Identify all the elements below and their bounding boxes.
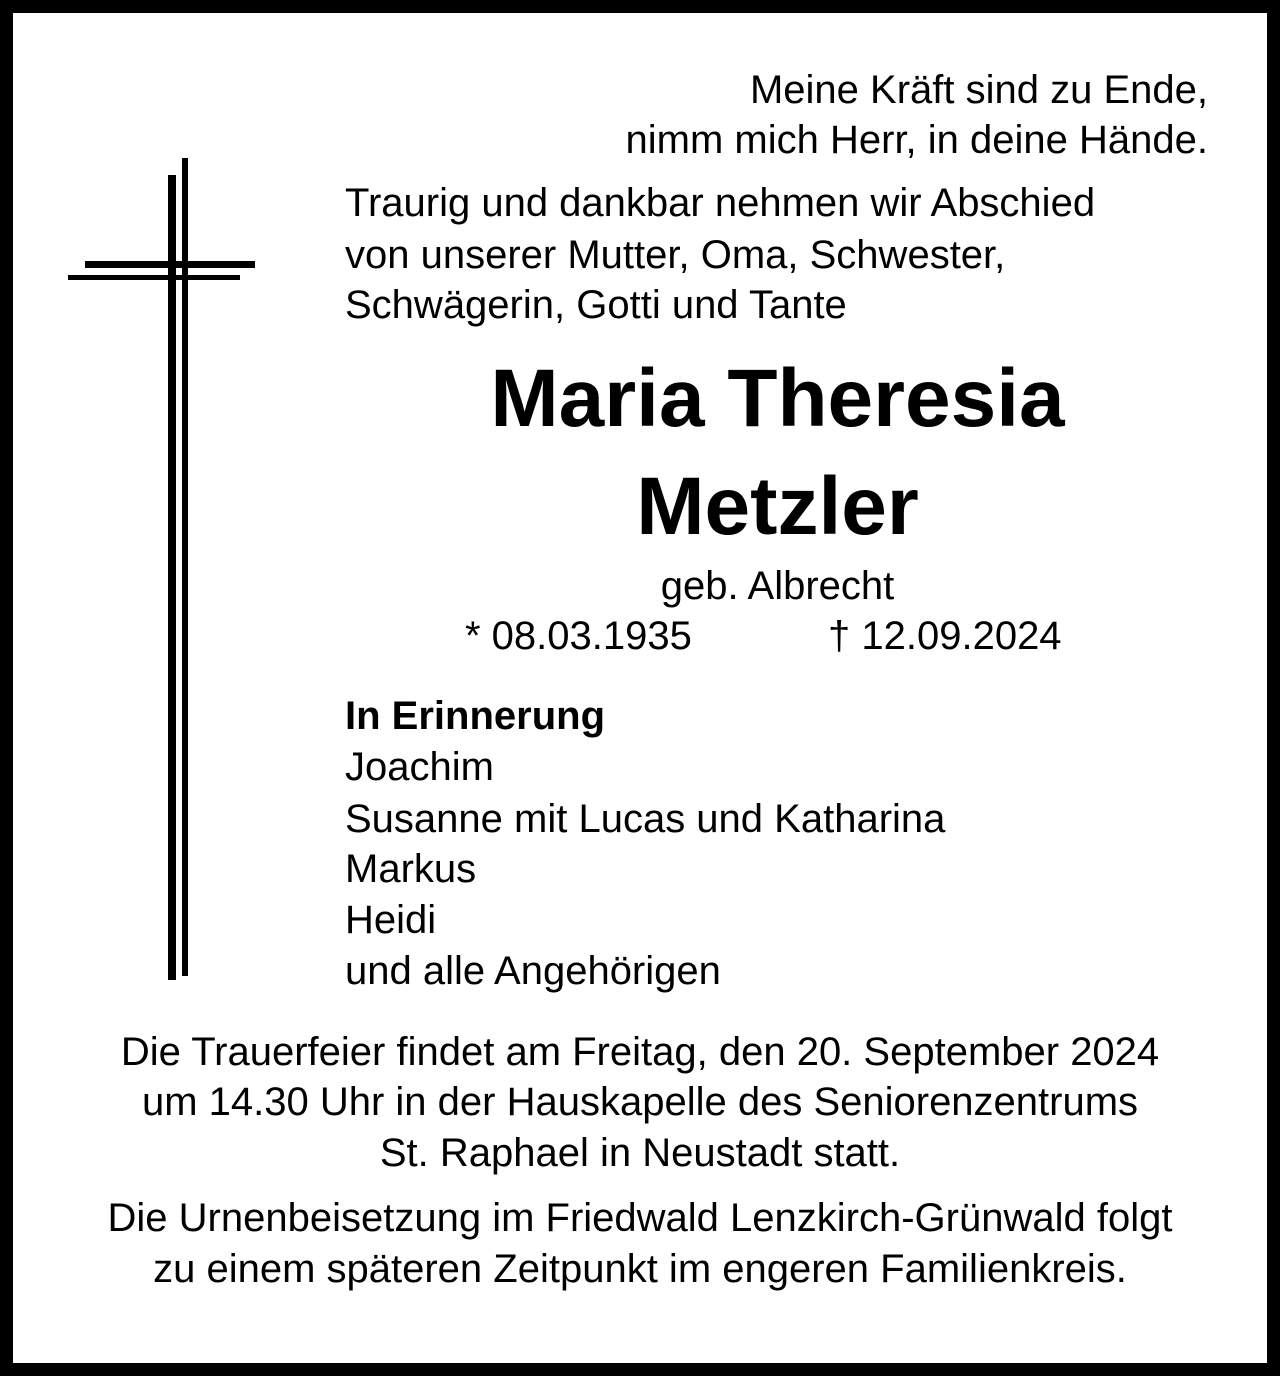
- verse-line-1: Meine Kräft sind zu Ende,: [749, 68, 1208, 112]
- birth-date: * 08.03.1935: [465, 614, 692, 658]
- service-line-1: Die Trauerfeier findet am Freitag, den 20. September 2024: [120, 1030, 1160, 1074]
- mourner-name: Markus: [345, 847, 477, 891]
- cross-icon: [60, 150, 270, 990]
- mourners-heading: In Erinnerung: [345, 694, 605, 738]
- mourner-name: Joachim: [345, 745, 494, 789]
- intro-line-3: Schwägerin, Gotti und Tante: [345, 283, 847, 327]
- service-line-2: um 14.30 Uhr in der Hauskapelle des Seniorenzentrums: [141, 1080, 1139, 1124]
- mourner-name: Heidi: [345, 898, 437, 942]
- service-line-3: St. Raphael in Neustadt statt.: [379, 1131, 901, 1175]
- intro-line-2: von unserer Mutter, Oma, Schwester,: [345, 233, 1006, 277]
- birth-name: geb. Albrecht: [660, 564, 895, 608]
- deceased-surname: Metzler: [636, 461, 919, 552]
- mourner-name: und alle Angehörigen: [345, 949, 721, 993]
- mourner-name: Susanne mit Lucas und Katharina: [345, 797, 946, 841]
- deceased-first-names: Maria Theresia: [490, 353, 1065, 444]
- death-date: † 12.09.2024: [828, 614, 1062, 658]
- intro-line-1: Traurig und dankbar nehmen wir Abschied: [345, 181, 1096, 225]
- burial-line-1: Die Urnenbeisetzung im Friedwald Lenzkirch-Grünwald folgt: [107, 1196, 1173, 1240]
- verse-line-2: nimm mich Herr, in deine Hände.: [625, 118, 1208, 162]
- burial-line-2: zu einem späteren Zeitpunkt im engeren Familienkreis.: [153, 1247, 1127, 1291]
